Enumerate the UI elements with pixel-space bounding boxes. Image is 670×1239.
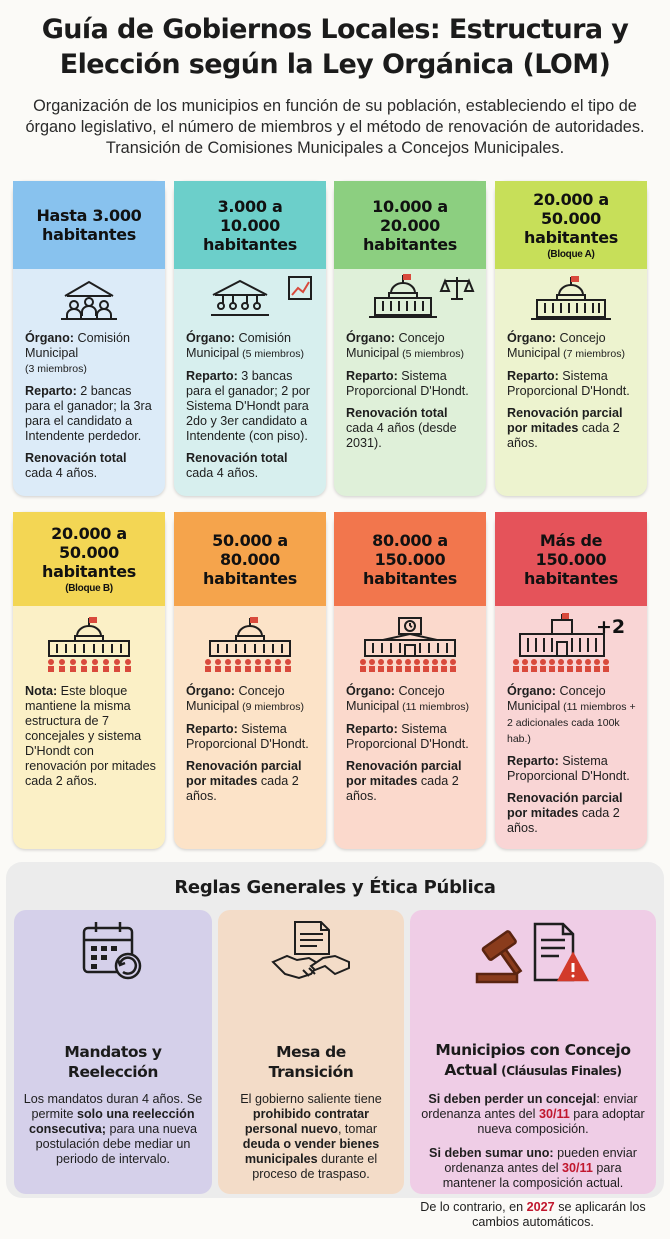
rules-title: Reglas Generales y Ética Pública (174, 877, 496, 898)
gavel-document-warning-icon (410, 918, 656, 986)
card-10000-20000 (334, 181, 486, 496)
card-body: Nota: Este bloque mantiene la misma estructura de 7 concejales y sistema D'Hondt con renovación por mitades cada 2 años. (25, 684, 156, 788)
card-heading: 3.000 a 10.000 habitantes (174, 181, 326, 269)
card-body: Órgano: Concejo Municipal (7 miembros) Reparto: Sistema Proporcional D'Hondt. Renovación parcial por mitades cada 2 años. (507, 331, 630, 450)
rule-municipios-concejo-actual (410, 910, 656, 1229)
handshake-document-icon (218, 918, 404, 984)
capitol-people-icon (13, 616, 165, 674)
card-more-than-150000 (495, 512, 647, 849)
card-20000-50000-bloque-a (495, 181, 647, 496)
rule-mandatos (14, 910, 212, 1194)
capitol-people-icon (174, 616, 326, 674)
capitol-icon (495, 275, 647, 321)
card-20000-50000-bloque-b (13, 512, 165, 849)
rules-section (6, 862, 664, 1229)
card-body: Órgano: Concejo Municipal (5 miembros) Reparto: Sistema Proporcional D'Hondt. Renovación total cada 4 años (desde 2031). (346, 331, 469, 450)
card-heading: 50.000 a 80.000 habitantes (174, 512, 326, 606)
card-body: Órgano: Concejo Municipal (11 miembros + 2 adicionales cada 100k hab.) Reparto: Sistema Proporcional D'Hondt. Renovación parcial por mitades cada 2 años. (507, 684, 636, 835)
card-body: Órgano: Comisión Municipal (3 miembros) Reparto: 2 bancas para el ganador; la 3ra para el candidato a Intendente perdedor. Renovación total cada 4 años. (25, 331, 152, 480)
people-building-icon (13, 278, 165, 322)
rule-mesa-transicion (218, 910, 404, 1194)
card-up-to-3000 (13, 181, 165, 496)
capitol-scale-icon (334, 273, 486, 321)
page-subtitle: Organización de los municipios en función de su población, estableciendo el tipo de órgano legislativo, el número de miembros y el método de renovación de autoridades. Transición de Comisiones Municipales a Concejos Municipales. (25, 97, 645, 157)
rule-body: Los mandatos duran 4 años. Se permite solo una reelección consecutiva; para una nueva postulación debe mediar un periodo de intervalo. (23, 1092, 203, 1166)
card-heading: Más de 150.000 habitantes (495, 512, 647, 606)
building-chart-icon (174, 273, 326, 319)
card-body: Órgano: Comisión Municipal (5 miembros) Reparto: 3 bancas para el ganador; 2 por Sistema D'Hondt para 2do y 3er candidato a Intendente (con piso). Renovación total cada 4 años. (186, 331, 310, 480)
card-body: Órgano: Concejo Municipal (9 miembros) Reparto: Sistema Proporcional D'Hondt. Renovación parcial por mitades cada 2 años. (186, 684, 309, 803)
page-title: Guía de Gobiernos Locales: Estructura y Elección según la Ley Orgánica (LOM) (41, 14, 629, 80)
large-building-plus-icon (495, 612, 647, 676)
card-80000-150000 (334, 512, 486, 849)
clocktower-people-icon (334, 614, 486, 674)
card-3000-10000 (174, 181, 326, 496)
card-50000-80000 (174, 512, 326, 849)
card-body: Órgano: Concejo Municipal (11 miembros) Reparto: Sistema Proporcional D'Hondt. Renovación parcial por mitades cada 2 años. (346, 684, 470, 803)
rule-title: Mesa de Transición (268, 1043, 354, 1081)
card-heading: 80.000 a 150.000 habitantes (334, 512, 486, 606)
card-heading: 20.000 a 50.000 habitantes (Bloque B) (13, 512, 165, 606)
rule-title: Municipios con Concejo Actual (Cláusulas Finales) (435, 1041, 631, 1079)
card-heading: 10.000 a 20.000 habitantes (334, 181, 486, 269)
calendar-refresh-icon (14, 918, 212, 984)
rule-title: Mandatos y Reelección (64, 1043, 162, 1081)
plus-two-badge: +2 (596, 616, 626, 638)
card-heading: 20.000 a 50.000 habitantes (Bloque A) (495, 181, 647, 269)
rule-body: El gobierno saliente tiene prohibido contratar personal nuevo, tomar deuda o vender bienes municipales durante el proceso de traspaso. (240, 1092, 382, 1181)
rule-body: Si deben perder un concejal: enviar ordenanza antes del 30/11 para adoptar nueva composición. Si deben sumar uno: pueden enviar ordenanza antes del 30/11 para mantener la composición actual. De lo contrario, en 2027 se aplicarán los cambios automáticos. (420, 1092, 646, 1229)
card-heading: Hasta 3.000 habitantes (13, 181, 165, 269)
